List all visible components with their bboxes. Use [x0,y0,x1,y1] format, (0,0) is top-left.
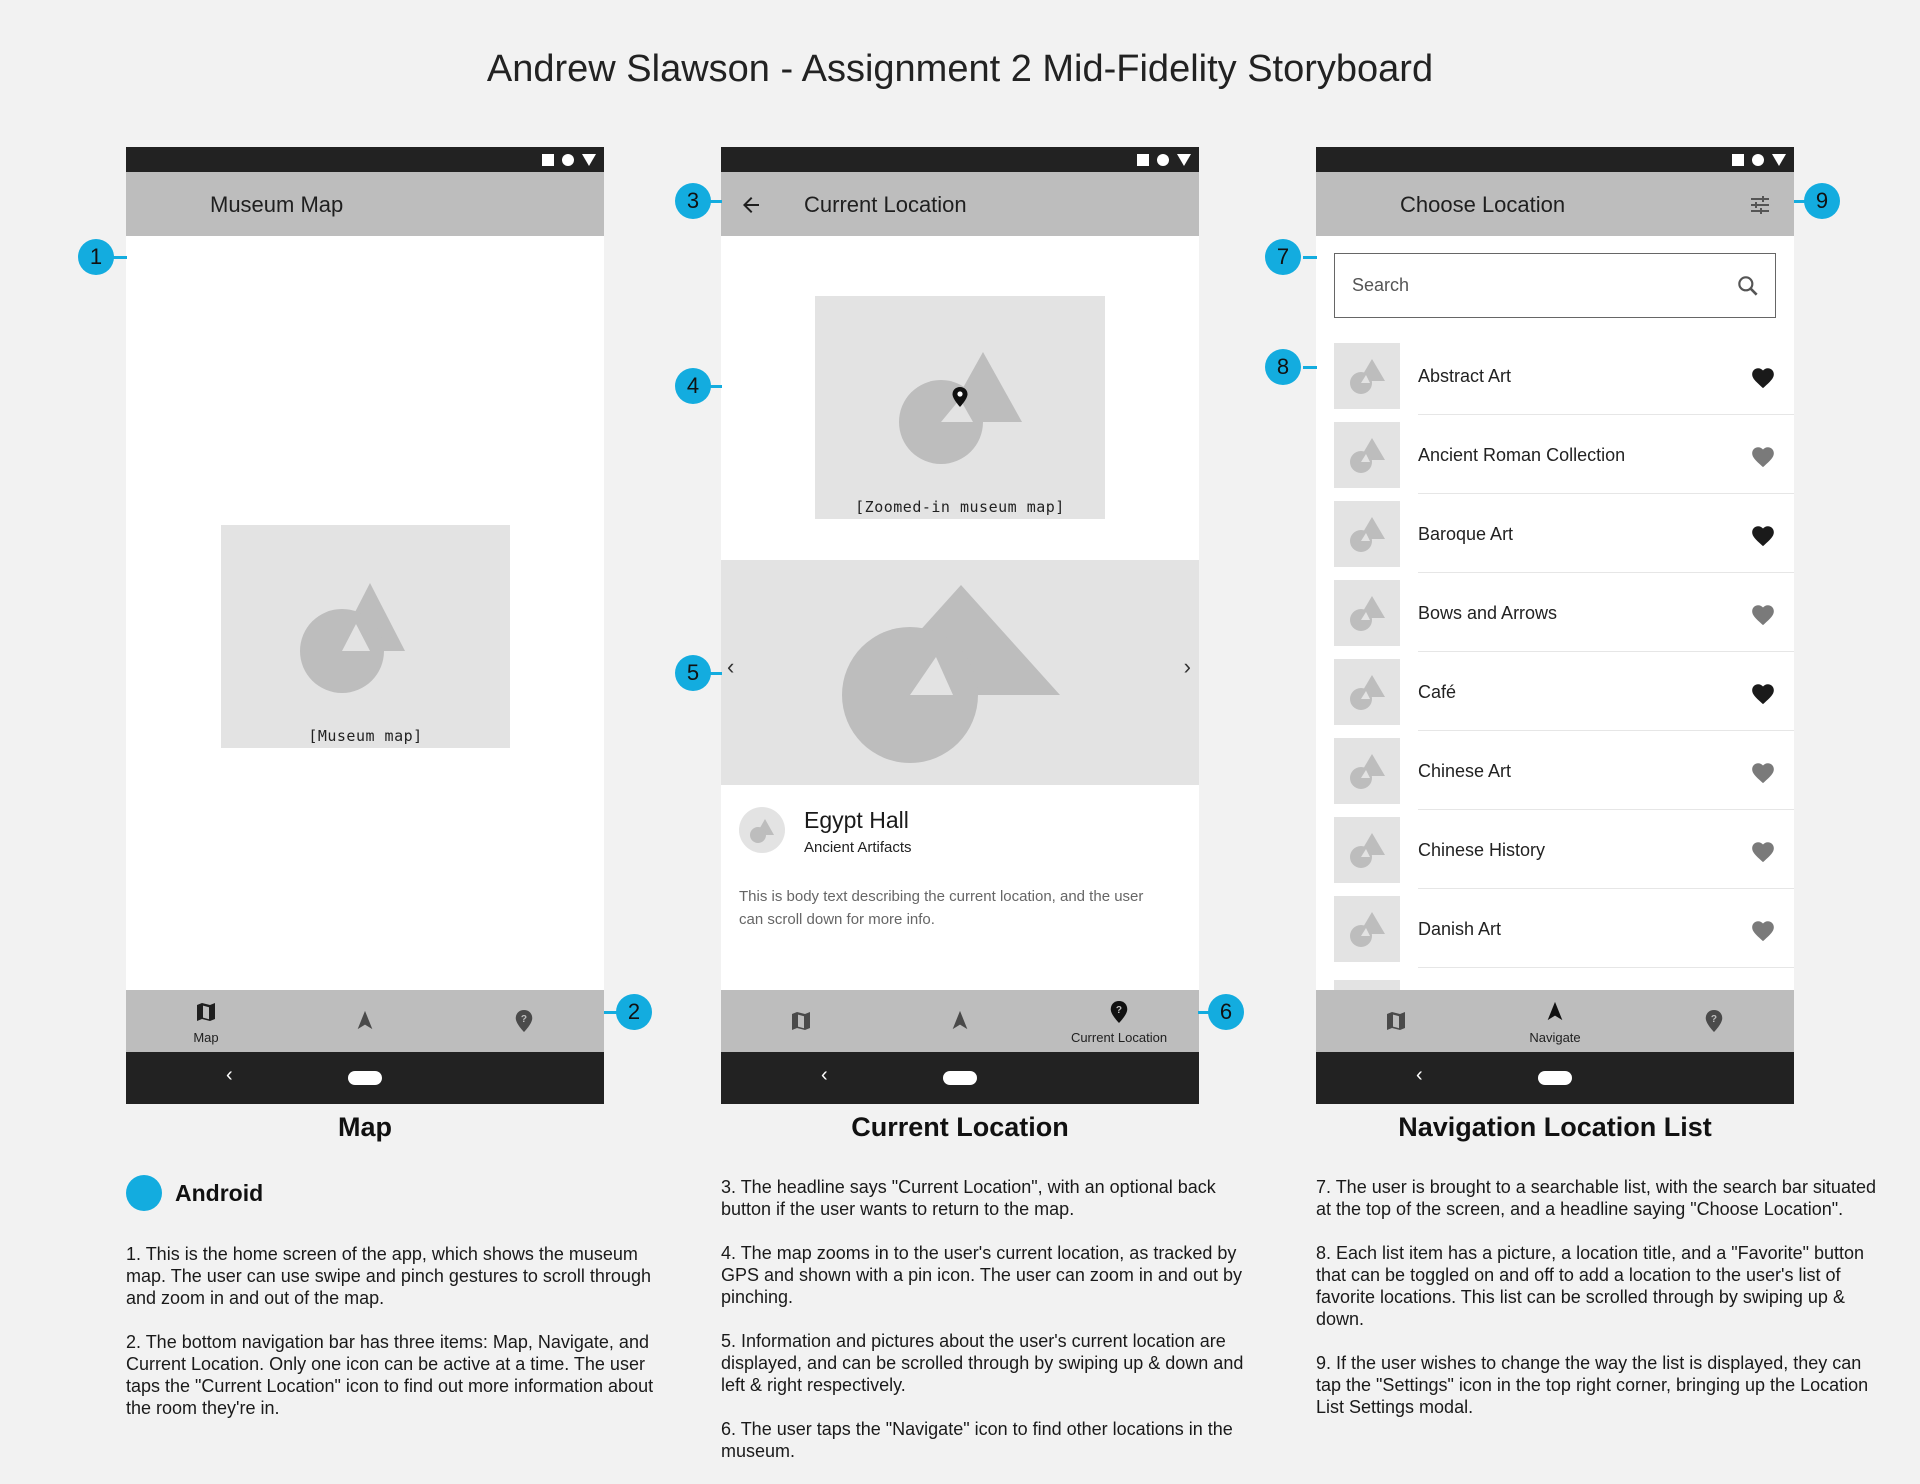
callout-4: 4 [675,368,711,404]
image-placeholder-icon [221,525,510,748]
nav-item-current-location[interactable] [444,990,604,1052]
status-square-icon [1732,154,1744,166]
carousel-prev-icon[interactable]: ‹ [727,654,735,679]
nav-item-current-location-label: Current Location [1070,1030,1168,1045]
callout-9: 9 [1804,183,1840,219]
location-pin-icon [951,386,969,408]
map-icon [1384,1009,1408,1033]
list-item-label: Chinese Art [1418,761,1512,781]
status-circle-icon [1752,154,1764,166]
nav-item-current-location[interactable] [1039,990,1199,1052]
favorite-heart-icon[interactable] [1750,444,1776,470]
search-input[interactable]: Search [1352,275,1410,295]
system-navigation-bar [126,1052,604,1104]
list-item[interactable] [1316,896,1794,975]
note-3: 3. The headline says "Current Location", with an optional back button if the user wants to return to the map. [721,1177,1216,1219]
list-item-label: Danish Art [1418,919,1502,939]
image-placeholder-icon [1334,896,1400,962]
location-image-carousel[interactable] [721,560,1199,785]
status-bar [721,147,1199,172]
app-bar [721,172,1199,236]
navigation-arrow-icon [949,1009,971,1031]
list-divider [1418,730,1794,731]
image-placeholder-icon [1334,817,1400,883]
callout-6: 6 [1208,994,1244,1030]
legend-android-label: Android [175,1180,264,1206]
nav-item-navigate[interactable] [285,990,445,1052]
note-6: 6. The user taps the "Navigate" icon to find other locations in the museum. [721,1419,1233,1461]
list-item-thumbnail [1334,738,1400,804]
back-arrow-icon[interactable] [739,193,763,217]
page-title: Andrew Slawson - Assignment 2 Mid-Fidelity Storyboard [486,48,1434,90]
system-navigation-bar [1316,1052,1794,1104]
location-title: Egypt Hall [804,807,909,833]
phone-screen-current-location [721,147,1199,1104]
carousel-next-icon[interactable]: › [1183,654,1191,679]
favorite-heart-icon[interactable] [1750,523,1776,549]
callout-2: 2 [616,994,652,1030]
location-body-text: This is body text describing the current location, and the user can scroll down for more info. [739,888,1144,928]
status-circle-icon [562,154,574,166]
note-9: 9. If the user wishes to change the way the list is displayed, they can tap the "Settings" icon in the top right corner, bringing up the Location List Settings modal. [1316,1353,1869,1417]
screen-caption-current-location: Current Location [851,1112,1069,1142]
museum-map-image[interactable] [221,525,510,748]
app-bar-title: Current Location [804,192,967,217]
image-placeholder-icon [739,807,785,853]
image-placeholder-icon [1334,422,1400,488]
image-placeholder-icon [1334,580,1400,646]
screen-caption-navigation-list: Navigation Location List [1398,1112,1712,1142]
favorite-heart-icon[interactable] [1750,602,1776,628]
image-placeholder-icon [1334,659,1400,725]
note-2: 2. The bottom navigation bar has three items: Map, Navigate, and Current Location. Only one icon can be active at a time. The user taps the "Current Location" icon to find out more information about the room they're in. [126,1332,654,1418]
notes-column-3 [1316,1176,1886,1440]
callout-connector [113,256,127,259]
settings-sliders-icon[interactable] [1748,193,1772,217]
nav-item-map[interactable] [1316,990,1476,1052]
system-back-icon[interactable]: ‹ [821,1064,828,1086]
notes-column-1 [126,1243,666,1441]
list-item-label: Bows and Arrows [1418,603,1558,623]
system-home-button[interactable] [1538,1071,1572,1085]
location-pin-icon [513,1009,535,1033]
notes-column-2 [721,1176,1261,1484]
list-item-thumbnail [1334,817,1400,883]
bottom-navigation [721,990,1199,1052]
navigation-arrow-icon [1544,1000,1566,1022]
nav-item-navigate-label: Navigate [1529,1030,1581,1045]
svg-text:?: ? [520,1013,528,1025]
list-item-label: Baroque Art [1418,524,1514,544]
status-triangle-icon [582,154,596,166]
legend-android-dot [126,1175,162,1211]
list-divider [1418,572,1794,573]
search-field[interactable] [1334,253,1776,318]
map-icon [789,1009,813,1033]
system-navigation-bar [721,1052,1199,1104]
status-circle-icon [1157,154,1169,166]
callout-5: 5 [675,655,711,691]
list-item-label: Café [1418,682,1457,702]
list-item-label: Ancient Roman Collection [1418,445,1626,465]
favorite-heart-icon[interactable] [1750,839,1776,865]
screen-caption-map: Map [338,1112,392,1142]
image-placeholder-icon [1334,343,1400,409]
note-7: 7. The user is brought to a searchable list, with the search bar situated at the top of the screen, and a headline saying "Choose Location". [1316,1177,1876,1219]
app-bar [126,172,604,236]
bottom-navigation [126,990,604,1052]
list-item-label: Abstract Art [1418,366,1512,386]
status-square-icon [542,154,554,166]
location-avatar [739,807,785,853]
list-divider [1418,414,1794,415]
list-item[interactable] [1316,422,1794,501]
list-item[interactable] [1316,343,1794,422]
status-triangle-icon [1772,154,1786,166]
system-home-button[interactable] [943,1071,977,1085]
list-item-label: Chinese History [1418,840,1546,860]
callout-1: 1 [78,239,114,275]
note-5: 5. Information and pictures about the user's current location are displayed, and can be scrolled through by swiping up & down and left & right respectively. [721,1331,1244,1395]
system-back-icon[interactable]: ‹ [226,1064,233,1086]
phone-screen-choose-location [1316,147,1794,1104]
nav-item-navigate[interactable] [1475,990,1635,1052]
nav-item-map[interactable] [126,990,286,1052]
favorite-heart-icon[interactable] [1750,760,1776,786]
list-item[interactable] [1316,817,1794,896]
bottom-navigation [1316,990,1794,1052]
list-item[interactable] [1316,659,1794,738]
location-pin-icon [1108,1000,1130,1024]
status-bar [1316,147,1794,172]
list-divider [1418,651,1794,652]
list-item-thumbnail [1334,422,1400,488]
app-bar-title: Museum Map [210,192,344,217]
list-item[interactable] [1316,580,1794,659]
favorite-heart-icon[interactable] [1750,918,1776,944]
nav-item-current-location[interactable] [1634,990,1794,1052]
nav-item-map-label: Map [193,1030,219,1045]
callout-3: 3 [675,183,711,219]
image-placeholder-icon [721,560,1199,785]
zoomed-map-caption: [Zoomed-in museum map] [855,498,1065,516]
zoomed-map-image[interactable] [815,296,1105,519]
map-icon [194,1000,218,1024]
svg-text:?: ? [1710,1013,1718,1025]
status-square-icon [1137,154,1149,166]
list-divider [1418,967,1794,968]
callout-connector [1303,256,1317,259]
list-item-thumbnail [1334,896,1400,962]
note-1: 1. This is the home screen of the app, which shows the museum map. The user can use swipe and pinch gestures to scroll through and zoom in and out of the map. [126,1244,651,1308]
museum-map-caption: [Museum map] [308,727,423,745]
location-pin-icon [1703,1009,1725,1033]
list-divider [1418,493,1794,494]
list-item-partial-thumb [1334,980,1400,990]
app-bar [1316,172,1794,236]
callout-7: 7 [1265,239,1301,275]
app-bar-title: Choose Location [1400,192,1566,217]
callout-connector [1303,366,1317,369]
favorite-heart-icon[interactable] [1750,365,1776,391]
list-item-thumbnail [1334,659,1400,725]
list-item[interactable] [1316,738,1794,817]
nav-item-navigate[interactable] [880,990,1040,1052]
system-home-button[interactable] [348,1071,382,1085]
location-subtitle: Ancient Artifacts [804,839,912,856]
status-bar [126,147,604,172]
search-icon[interactable] [1735,273,1761,299]
note-8: 8. Each list item has a picture, a location title, and a "Favorite" button that can be toggled on and off to add a location to the user's list of favorite locations. This list can be scrolled through by swiping up & down. [1316,1243,1865,1329]
status-triangle-icon [1177,154,1191,166]
system-back-icon[interactable]: ‹ [1416,1064,1423,1086]
list-divider [1418,888,1794,889]
favorite-heart-icon[interactable] [1750,681,1776,707]
list-item-thumbnail [1334,580,1400,646]
note-4: 4. The map zooms in to the user's current location, as tracked by GPS and shown with a pin icon. The user can zoom in and out by pinching. [721,1243,1242,1307]
phone-screen-map [126,147,604,1104]
list-divider [1418,809,1794,810]
svg-text:?: ? [1115,1004,1123,1016]
list-item-thumbnail [1334,343,1400,409]
list-item[interactable] [1316,501,1794,580]
image-placeholder-icon [1334,738,1400,804]
image-placeholder-icon [1334,501,1400,567]
callout-8: 8 [1265,349,1301,385]
nav-item-map[interactable] [721,990,881,1052]
list-item-thumbnail [1334,501,1400,567]
navigation-arrow-icon [354,1009,376,1031]
